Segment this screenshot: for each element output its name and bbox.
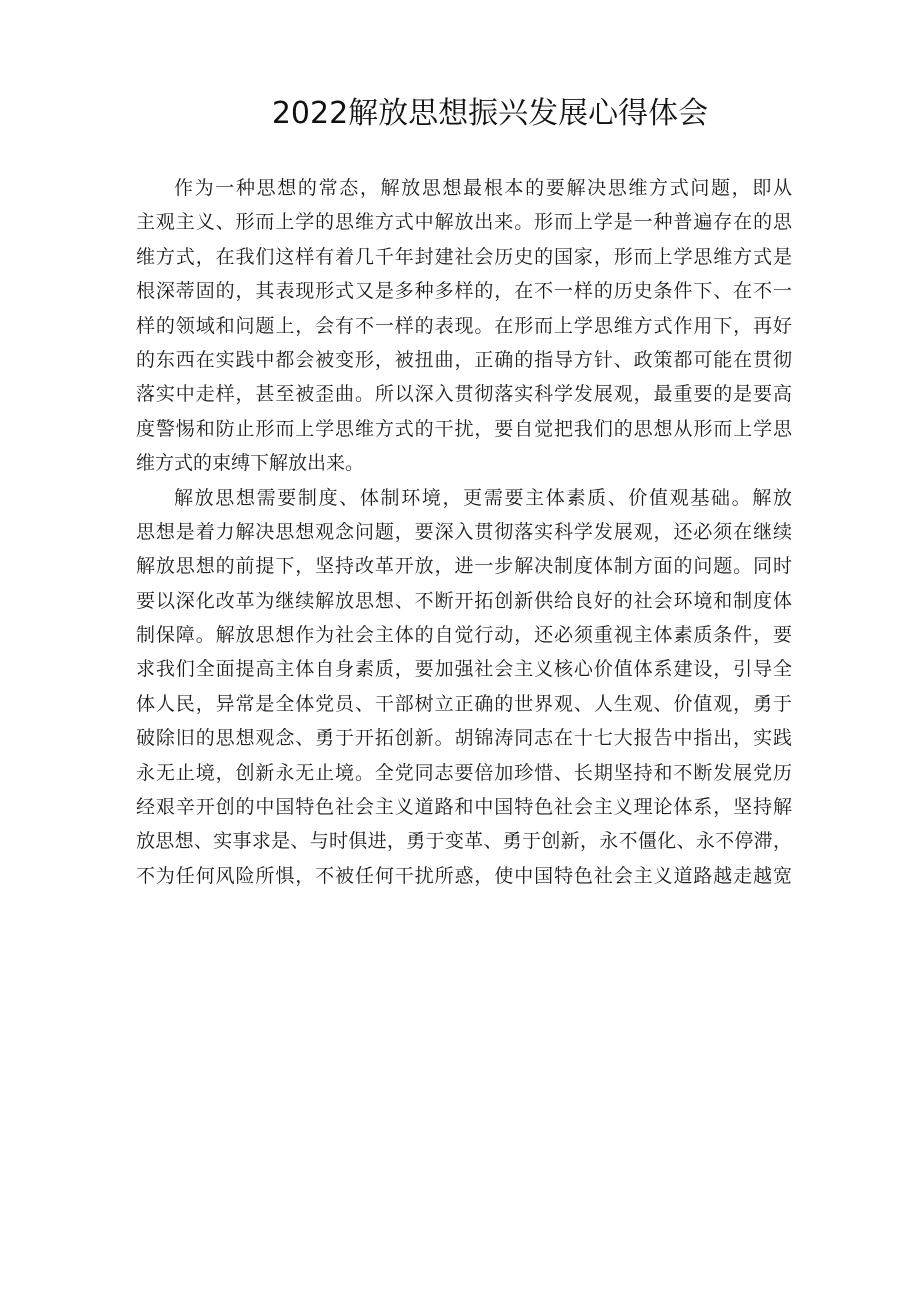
paragraph-line: 经艰辛开创的中国特色社会主义道路和中国特色社会主义理论体系，坚持解 [136, 796, 792, 819]
paragraph-line: 永无止境，创新永无止境。全党同志要倍加珍惜、长期坚持和不断发展党历 [136, 761, 792, 784]
document-body [136, 171, 792, 893]
paragraph-line: 制保障。解放思想作为社会主体的自觉行动，还必须重视主体素质条件，要 [136, 624, 792, 647]
paragraph-line: 解放思想的前提下，坚持改革开放，进一步解决制度体制方面的问题。同时 [136, 555, 792, 578]
paragraph-line: 体人民，异常是全体党员、干部树立正确的世界观、人生观、价值观，勇于 [136, 692, 792, 715]
paragraph-2 [136, 481, 792, 894]
paragraph-line: 要以深化改革为继续解放思想、不断开拓创新供给良好的社会环境和制度体 [136, 589, 792, 612]
paragraph-line: 根深蒂固的，其表现形式又是多种多样的，在不一样的历史条件下、在不一 [136, 280, 792, 303]
paragraph-line: 作为一种思想的常态，解放思想最根本的要解决思维方式问题，即从 [174, 177, 792, 199]
document-title: 2022解放思想振兴发展心得体会 [271, 96, 709, 131]
paragraph-line: 落实中走样，甚至被歪曲。所以深入贯彻落实科学发展观，最重要的是要高 [136, 383, 792, 406]
paragraph-line: 维方式，在我们这样有着几千年封建社会历史的国家，形而上学思维方式是 [136, 245, 792, 268]
paragraph-line: 维方式的束缚下解放出来。 [136, 452, 365, 475]
paragraph-line: 解放思想需要制度、体制环境，更需要主体素质、价值观基础。解放 [174, 486, 792, 509]
paragraph-line: 的东西在实践中都会被变形，被扭曲，正确的指导方针、政策都可能在贯彻 [136, 348, 792, 371]
paragraph-line: 主观主义、形而上学的思维方式中解放出来。形而上学是一种普遍存在的思 [136, 211, 792, 234]
paragraph-line: 度警惕和防止形而上学思维方式的干扰，要自觉把我们的思想从形而上学思 [136, 417, 792, 440]
paragraph-line: 不为任何风险所惧，不被任何干扰所惑，使中国特色社会主义道路越走越宽 [136, 864, 792, 887]
paragraph-line: 放思想、实事求是、与时俱进，勇于变革、勇于创新，永不僵化、永不停滞， [136, 830, 792, 853]
paragraph-1 [136, 171, 792, 481]
paragraph-line: 破除旧的思想观念、勇于开拓创新。胡锦涛同志在十七大报告中指出，实践 [136, 727, 792, 750]
paragraph-line: 求我们全面提高主体自身素质，要加强社会主义核心价值体系建设，引导全 [136, 658, 792, 681]
paragraph-line: 思想是着力解决思想观念问题，要深入贯彻落实科学发展观，还必须在继续 [136, 520, 792, 543]
paragraph-line: 样的领域和问题上，会有不一样的表现。在形而上学思维方式作用下，再好 [136, 314, 792, 337]
